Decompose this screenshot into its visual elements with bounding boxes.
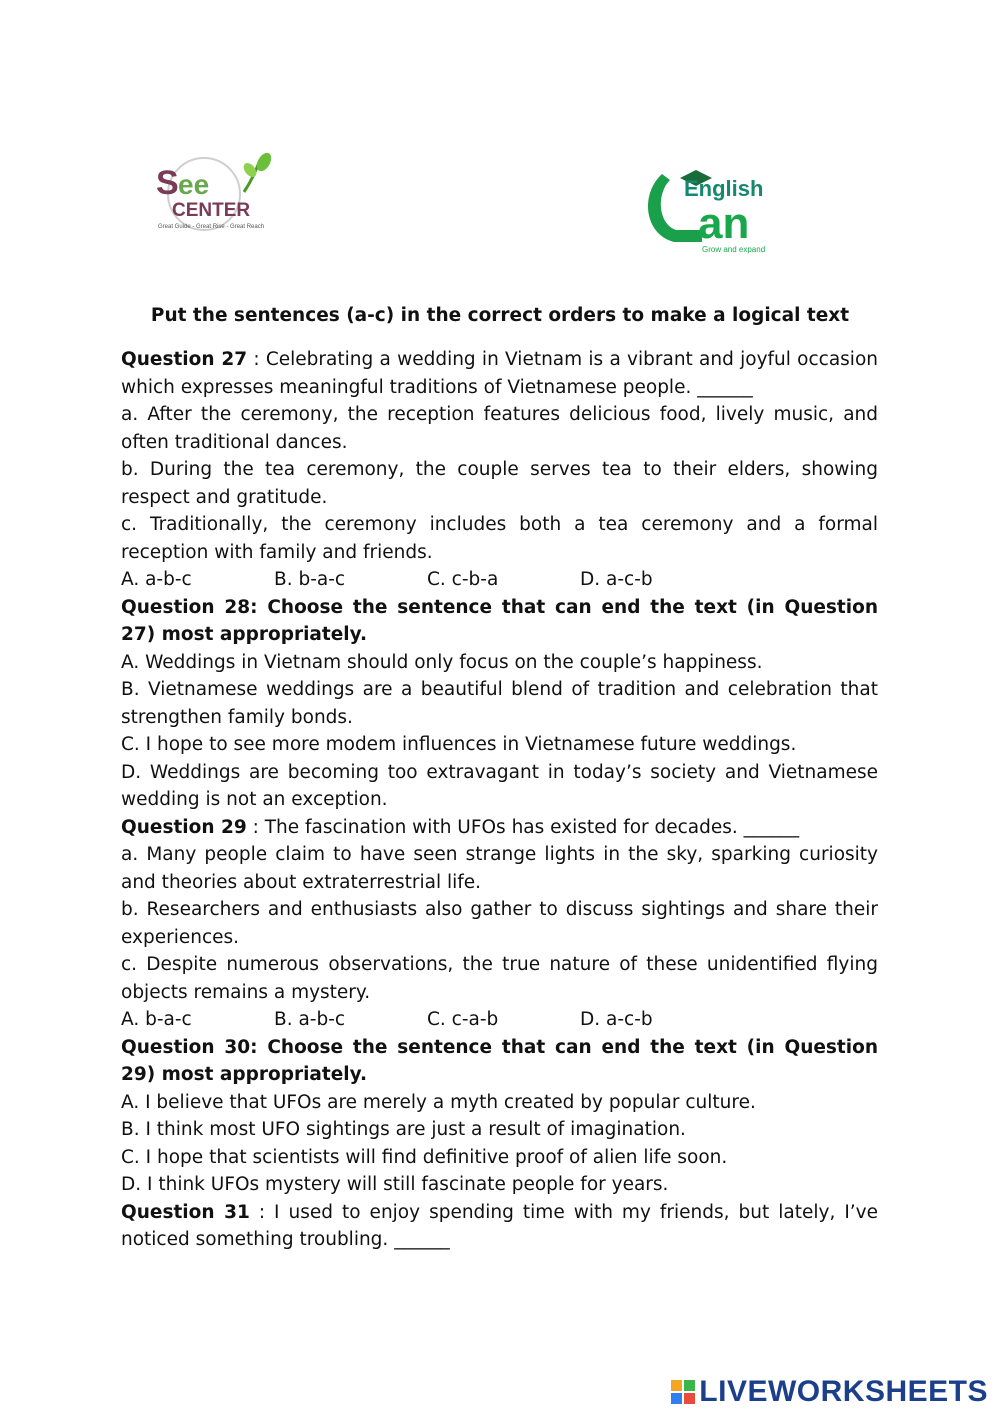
question-29-options <box>121 1006 878 1034</box>
liveworksheets-brand[interactable] <box>671 1374 988 1410</box>
question-27-options <box>121 566 878 594</box>
sentence-a: a. Many people claim to have seen strange lights in the sky, sparking curiosity and theories about extraterrestrial life. <box>121 844 878 893</box>
question-27 <box>121 346 878 401</box>
svg-text:Grow and expand: Grow and expand <box>702 245 766 254</box>
question-31-label: Question 31 <box>121 1201 250 1223</box>
sentence-a: a. After the ceremony, the reception features delicious food, lively music, and often traditional dances. <box>121 404 878 453</box>
svg-text:English: English <box>684 176 764 201</box>
option-d[interactable]: D. a-c-b <box>580 1009 653 1030</box>
question-30-title: Question 30: Choose the sentence that can end the text (in Question 29) most appropriately. <box>121 1036 878 1085</box>
question-28-title: Question 28: Choose the sentence that can end the text (in Question 27) most appropriately. <box>121 596 878 645</box>
option-a[interactable]: A. Weddings in Vietnam should only focus on the couple’s happiness. <box>121 651 763 673</box>
sentence-b: b. During the tea ceremony, the couple serves tea to their elders, showing respect and gratitude. <box>121 459 878 508</box>
option-a[interactable]: A. a-b-c <box>121 569 192 590</box>
sentence-c: c. Despite numerous observations, the true nature of these unidentified flying objects remains a mystery. <box>121 954 878 1003</box>
option-d[interactable]: D. a-c-b <box>580 569 653 590</box>
option-d[interactable]: D. Weddings are becoming too extravagant in today’s society and Vietnamese wedding is not an exception. <box>121 761 878 810</box>
svg-text:ee: ee <box>178 169 210 200</box>
svg-text:Great Guide - Great Rise - Gre: Great Guide - Great Rise - Great Reach <box>158 224 265 230</box>
svg-text:an: an <box>698 199 750 248</box>
sentence-c: c. Traditionally, the ceremony includes both a tea ceremony and a formal reception with family and friends. <box>121 514 878 563</box>
option-c[interactable]: C. c-a-b <box>427 1009 499 1030</box>
question-27-label: Question 27 <box>121 349 248 370</box>
english-can-logo <box>640 164 788 256</box>
option-b[interactable]: B. b-a-c <box>274 569 346 590</box>
option-c[interactable]: C. c-b-a <box>427 569 499 590</box>
question-29-label: Question 29 <box>121 816 247 838</box>
question-29-text: : The fascination with UFOs has existed for decades. ______ <box>246 816 800 838</box>
svg-text:S: S <box>156 164 179 202</box>
question-29 <box>121 814 878 842</box>
liveworksheets-logo-icon <box>671 1380 695 1404</box>
svg-text:CENTER: CENTER <box>172 200 251 221</box>
option-c[interactable]: C. I hope that scientists will find definitive proof of alien life soon. <box>121 1146 728 1168</box>
option-c[interactable]: C. I hope to see more modem influences in Vietnamese future weddings. <box>121 734 797 755</box>
brand-name: LIVEWORKSHEETS <box>699 1375 988 1408</box>
seed-center-logo <box>152 150 288 234</box>
question-31-text: : I used to enjoy spending time with my friends, but lately, I’ve noticed something troubling. ______ <box>121 1201 878 1250</box>
option-a[interactable]: A. b-a-c <box>121 1009 192 1030</box>
option-a[interactable]: A. I believe that UFOs are merely a myth created by popular culture. <box>121 1091 756 1113</box>
option-b[interactable]: B. I think most UFO sightings are just a result of imagination. <box>121 1119 686 1140</box>
option-d[interactable]: D. I think UFOs mystery will still fascinate people for years. <box>121 1174 669 1195</box>
worksheet-content <box>121 346 878 1254</box>
option-b[interactable]: B. a-b-c <box>274 1009 346 1030</box>
question-27-text: : Celebrating a wedding in Vietnam is a vibrant and joyful occasion which expresses meaningful traditions of Vietnamese people. ______ <box>121 349 878 398</box>
option-b[interactable]: B. Vietnamese weddings are a beautiful blend of tradition and celebration that strengthen family bonds. <box>121 679 878 728</box>
question-31 <box>121 1199 878 1254</box>
sentence-b: b. Researchers and enthusiasts also gather to discuss sightings and share their experiences. <box>121 899 878 948</box>
page-title: Put the sentences (a-c) in the correct orders to make a logical text <box>150 305 850 326</box>
